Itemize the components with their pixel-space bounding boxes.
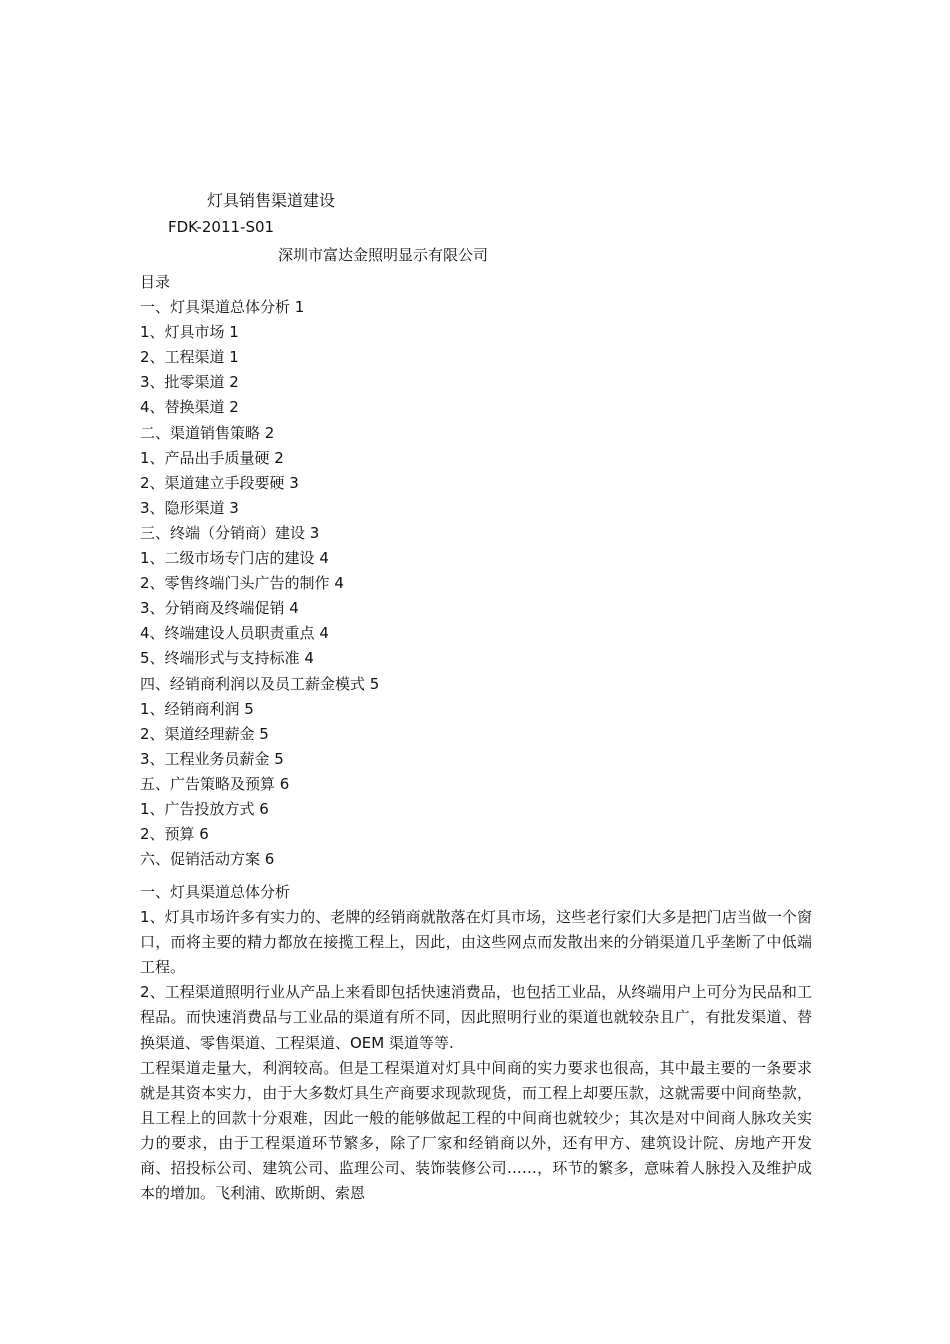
paragraph: 2、工程渠道照明行业从产品上来看即包括快速消费品，也包括工业品，从终端用户上可分为民品和工程品。而快速消费品与工业品的渠道有所不同，因此照明行业的渠道也就较杂且广，有批发渠道、替换渠道、零售渠道、工程渠道、OEM 渠道等等.	[140, 983, 812, 1052]
toc-entry: 1、广告投放方式 6	[140, 799, 269, 818]
toc-entry: 六、促销活动方案 6	[140, 850, 275, 869]
table-of-contents	[140, 270, 810, 872]
toc-entry: 3、工程业务员薪金 5	[140, 749, 284, 768]
toc-entry: 2、工程渠道 1	[140, 348, 239, 367]
toc-entry: 一、灯具渠道总体分析 1	[140, 298, 305, 317]
paragraph: 工程渠道走量大，利润较高。但是工程渠道对灯具中间商的实力要求也很高，其中最主要的一条要求就是其资本实力，由于大多数灯具生产商要求现款现货，而工程上却要压款，这就需要中间商垫款，且工程上的回款十分艰难，因此一般的能够做起工程的中间商也就较少；其次是对中间商人脉攻关实力的要求，由于工程渠道环节繁多，除了厂家和经销商以外，还有甲方、建筑设计院、房地产开发商、招投标公司、建筑公司、监理公司、装饰装修公司……，环节的繁多，意味着人脉投入及维护成本的增加。飞利浦、欧斯朗、索恩	[140, 1058, 812, 1203]
toc-entry: 3、分销商及终端促销 4	[140, 599, 299, 618]
document-title: 灯具销售渠道建设	[207, 191, 336, 210]
toc-entry: 5、终端形式与支持标准 4	[140, 649, 314, 668]
toc-entry: 1、经销商利润 5	[140, 699, 254, 718]
toc-entry: 三、终端（分销商）建设 3	[140, 523, 320, 542]
document-body	[140, 880, 812, 1206]
toc-entry: 1、灯具市场 1	[140, 323, 239, 342]
toc-entry: 4、终端建设人员职责重点 4	[140, 624, 329, 643]
toc-entry: 2、渠道建立手段要硬 3	[140, 473, 299, 492]
toc-entry: 二、渠道销售策略 2	[140, 423, 275, 442]
section-heading: 一、灯具渠道总体分析	[140, 883, 291, 901]
toc-entry: 2、预算 6	[140, 825, 209, 844]
company-name: 深圳市富达金照明显示有限公司	[278, 246, 489, 264]
toc-entry: 4、替换渠道 2	[140, 398, 239, 417]
paragraph: 1、灯具市场许多有实力的、老牌的经销商就散落在灯具市场，这些老行家们大多是把门店当做一个窗口，而将主要的精力都放在接揽工程上，因此，由这些网点而发散出来的分销渠道几乎垄断了中低端工程。	[140, 908, 812, 977]
toc-entry: 2、零售终端门头广告的制作 4	[140, 574, 344, 593]
toc-entry: 3、隐形渠道 3	[140, 498, 239, 517]
toc-entry: 3、批零渠道 2	[140, 373, 239, 392]
toc-heading: 目录	[140, 273, 171, 291]
toc-entry: 1、产品出手质量硬 2	[140, 448, 284, 467]
document-code: FDK-2011-S01	[168, 218, 275, 236]
toc-entry: 四、经销商利润以及员工薪金模式 5	[140, 674, 380, 693]
toc-entry: 五、广告策略及预算 6	[140, 774, 290, 793]
toc-entry: 1、二级市场专门店的建设 4	[140, 549, 329, 568]
toc-entry: 2、渠道经理薪金 5	[140, 724, 269, 743]
